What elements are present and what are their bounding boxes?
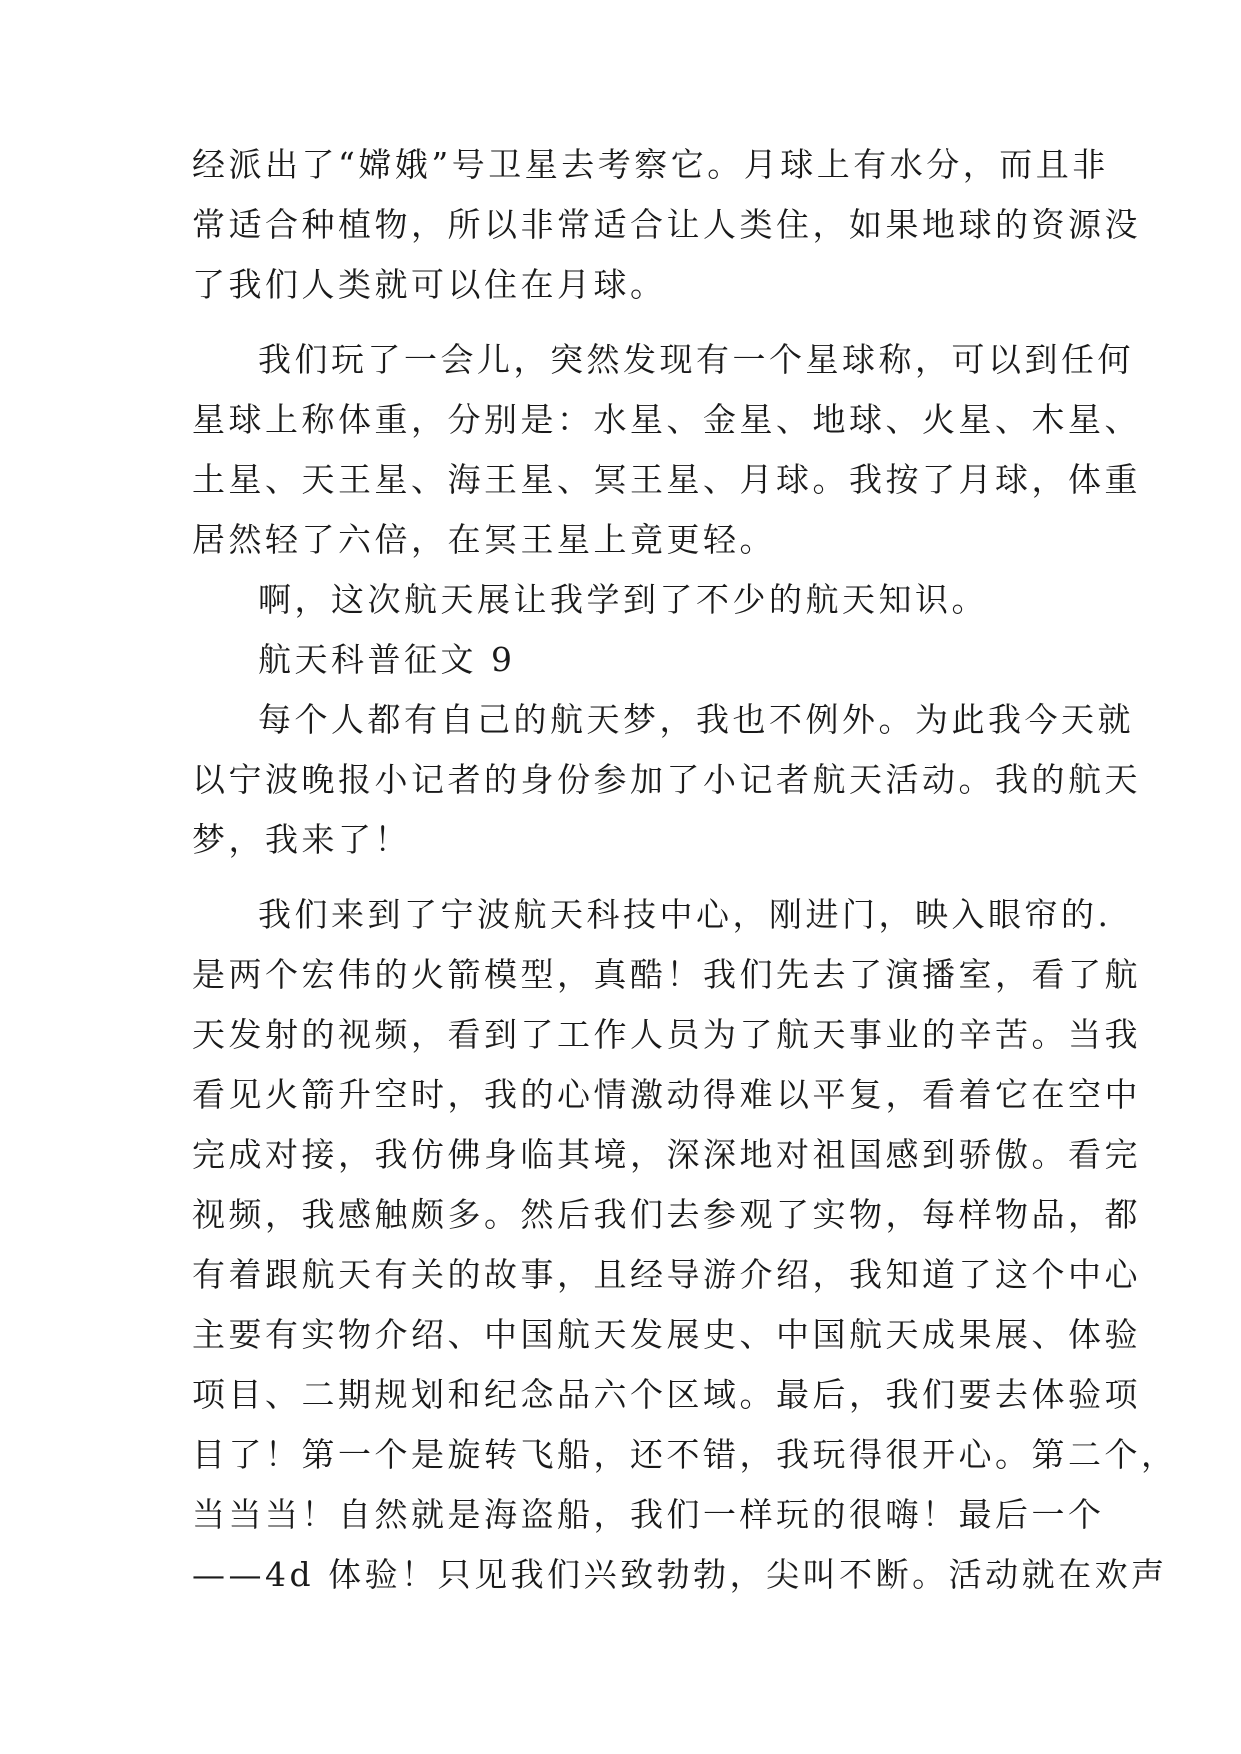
- text-line: 视频，我感触颇多。然后我们去参观了实物，每样物品，都: [192, 1195, 1141, 1234]
- paragraph-start: 我们来到了宁波航天科技中心，刚进门，映入眼帘的.: [258, 895, 1112, 934]
- text-line: 了我们人类就可以住在月球。: [192, 265, 667, 304]
- text-line: 天发射的视频，看到了工作人员为了航天事业的辛苦。当我: [192, 1015, 1141, 1054]
- text-line: 项目、二期规划和纪念品六个区域。最后，我们要去体验项: [192, 1375, 1141, 1414]
- text-line: 有着跟航天有关的故事，且经导游介绍，我知道了这个中心: [192, 1255, 1141, 1294]
- text-line: 目了！第一个是旋转飞船，还不错，我玩得很开心。第二个，: [192, 1435, 1178, 1474]
- text-line: 当当当！自然就是海盗船，我们一样玩的很嗨！最后一个: [192, 1495, 1105, 1534]
- paragraph-start: 每个人都有自己的航天梦，我也不例外。为此我今天就: [258, 700, 1134, 739]
- text-line: 是两个宏伟的火箭模型，真酷！我们先去了演播室，看了航: [192, 955, 1141, 994]
- text-line: 主要有实物介绍、中国航天发展史、中国航天成果展、体验: [192, 1315, 1141, 1354]
- text-line: 经派出了“嫦娥”号卫星去考察它。月球上有水分，而且非: [192, 145, 1109, 184]
- text-line: ——4d 体验！只见我们兴致勃勃，尖叫不断。活动就在欢声: [192, 1555, 1168, 1594]
- text-line: 居然轻了六倍，在冥王星上竟更轻。: [192, 520, 776, 559]
- text-line: 常适合种植物，所以非常适合让人类住，如果地球的资源没: [192, 205, 1141, 244]
- text-line: 星球上称体重，分别是：水星、金星、地球、火星、木星、: [192, 400, 1141, 439]
- text-line: 完成对接，我仿佛身临其境，深深地对祖国感到骄傲。看完: [192, 1135, 1141, 1174]
- text-line: 梦，我来了！: [192, 820, 411, 859]
- paragraph-start: 啊，这次航天展让我学到了不少的航天知识。: [258, 580, 988, 619]
- text-line: 土星、天王星、海王星、冥王星、月球。我按了月球，体重: [192, 460, 1141, 499]
- text-line: 看见火箭升空时，我的心情激动得难以平复，看着它在空中: [192, 1075, 1141, 1114]
- section-heading: 航天科普征文 9: [258, 640, 516, 679]
- paragraph-start: 我们玩了一会儿，突然发现有一个星球称，可以到任何: [258, 340, 1134, 379]
- text-line: 以宁波晚报小记者的身份参加了小记者航天活动。我的航天: [192, 760, 1141, 799]
